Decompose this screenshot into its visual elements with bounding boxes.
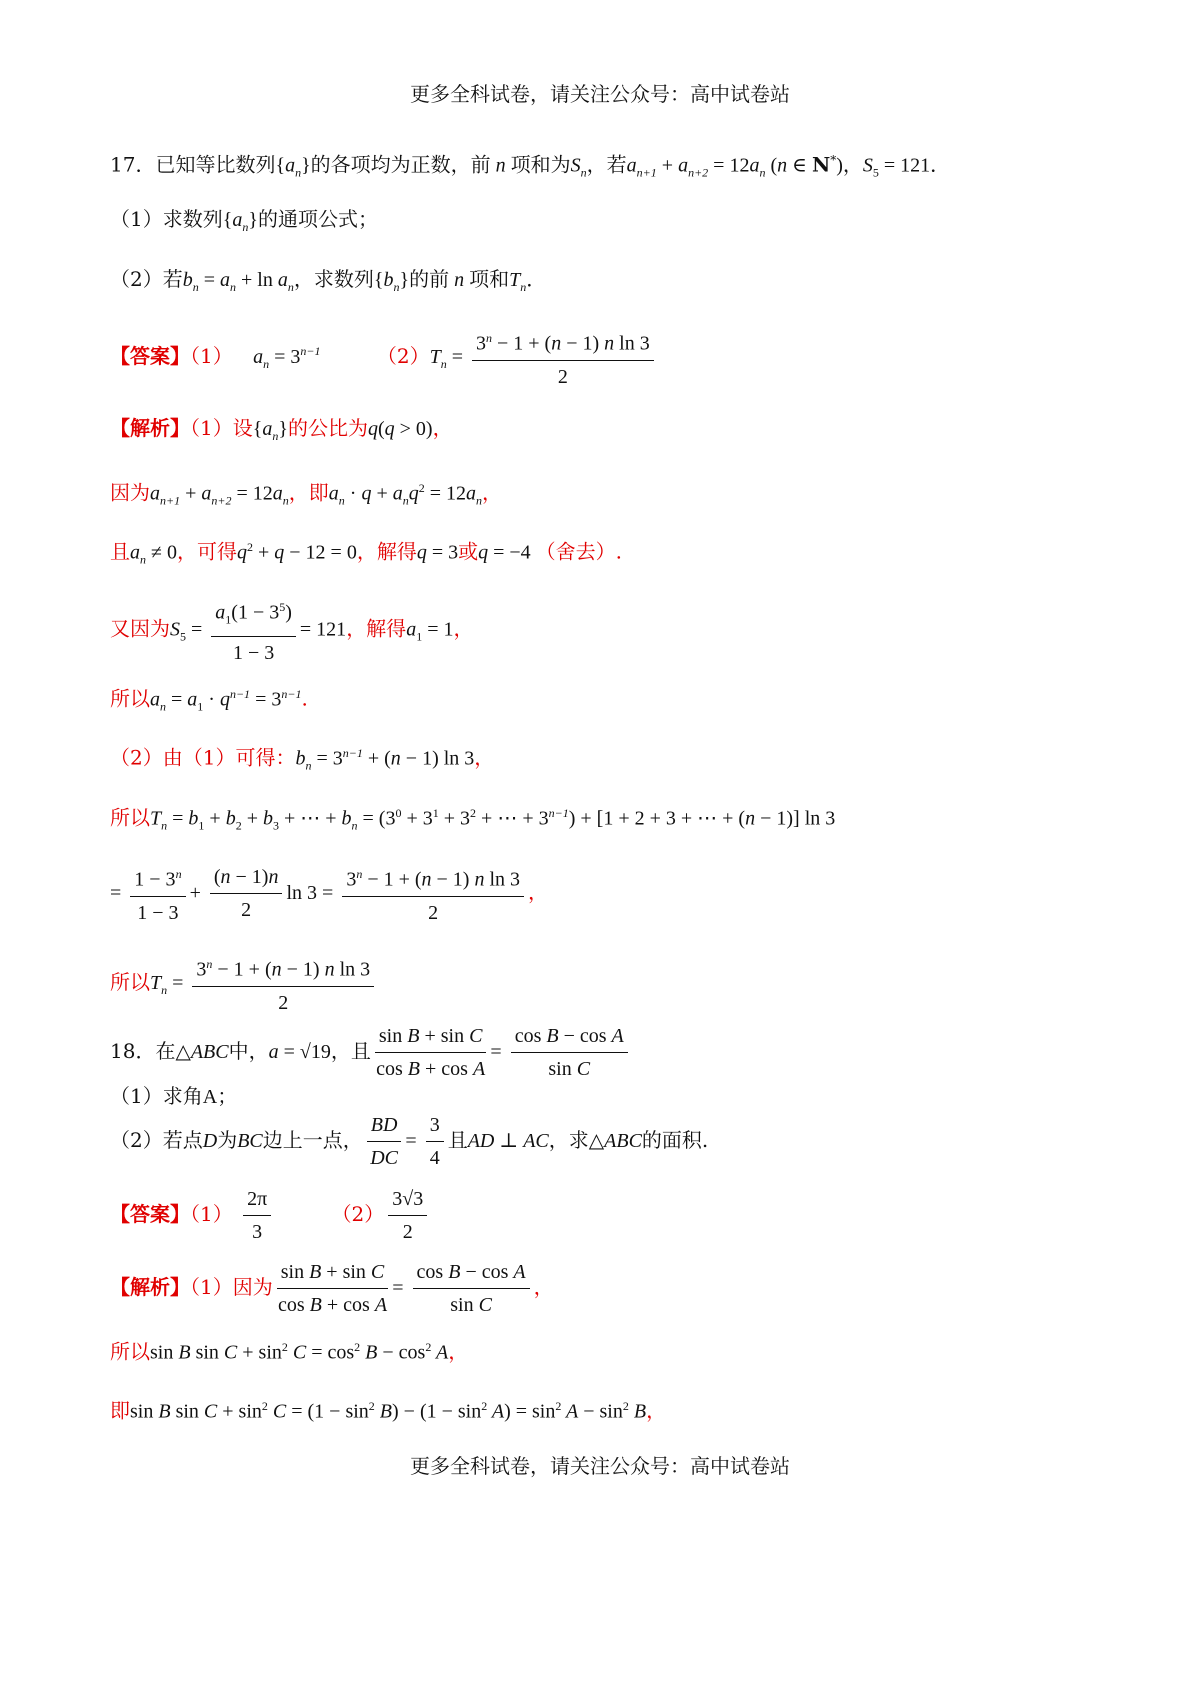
q18-part2: （2）若点D为BC边上一点， $\frac{BD}{DC}$ = $\frac{3}{4}$ 且AD ⊥ AC，求△ABC的面积.	[110, 1111, 708, 1172]
q18-part1: （1）求角A；	[110, 1084, 238, 1108]
page-header: 更多全科试卷，请关注公众号：高中试卷站	[410, 82, 790, 106]
q17-analysis-4: 又因为$S_5$ = $\frac{a_1(1 - 3^5)}{1 - 3}$ = 121，解得$a_1 = 1$，	[110, 593, 473, 667]
q17-part2: （2）若$b_n = a_n + \ln a_n$，求数列$\{b_n\}$的前 n 项和$T_n$．	[110, 267, 547, 294]
q17-analysis-7: 所以$T_n = b_1 + b_2 + b_3$ + ⋯ + $b_n = (3^0 + 3^1 + 3^2$ + ⋯ + $3^{n-1}) + [1 + 2 + 3$ + ⋯ + (n − 1)] ln 3	[110, 805, 836, 833]
q18-stem: 18．在△ABC中，a = √19，且 $\frac{\text{sin B + sin C}}{\text{cos B + cos A}}$ = $\frac{\text{cos B − cos A}}{\text{sin C}}$	[110, 1022, 632, 1083]
q17-analysis-6: （2）由（1）可得：$b_n = 3^{n-1} + (n - 1)$ ln 3，	[110, 745, 495, 773]
q18-analysis-2: 所以sin B $\sin C + \sin^2 C = \cos^2 B - \cos^2 A$，	[110, 1339, 469, 1364]
q17-analysis-5: 所以$a_n = a_1 \cdot q^{n-1} = 3^{n-1}$.	[110, 686, 308, 714]
page-footer: 更多全科试卷，请关注公众号：高中试卷站	[410, 1454, 790, 1478]
q17-analysis-2: 因为$a_{n+1} + a_{n+2} = 12a_n$，即$a_n \cdot q + a_nq^2 = 12a_n$，	[110, 480, 503, 508]
q18-analysis-3: 即sin B $\sin C + \sin^2 C = (1 - \sin^2 B) - (1 - \sin^2 A) = \sin^2 A - \sin^2 B$，	[110, 1398, 667, 1423]
q17-analysis-1: 【解析】（1）设$\{a_n\}$的公比为q(q > 0)，	[110, 416, 453, 443]
q18-analysis-1: 【解析】（1）因为 $\frac{\text{sin B + sin C}}{\text{cos B + cos A}}$ = $\frac{\text{cos B − cos A}}{\text{sin C}}$ ，	[110, 1258, 554, 1319]
q17-analysis-8: = $\frac{1 - 3^n}{1 - 3}$ + $\frac{(n - 1)n}{2}$ ln 3 = $\frac{3^n - 1 + (n - 1) n \ln 3}{2}$ ，	[110, 860, 548, 927]
q18-answer: 【答案】（1） $\frac{2\pi}{3}$ （2） $\frac{3√3}{2}$	[110, 1185, 431, 1246]
q17-analysis-9: 所以$T_n$ = $\frac{3^n - 1 + (n - 1) n \ln 3}{2}$	[110, 950, 378, 1017]
q17-answer: 【答案】（1） $a_n = 3^{n-1}$ $(2)T_n$ = $\frac{3^n - 1 + (n - 1) n \ln 3}{2}$	[110, 324, 658, 391]
q17-analysis-3: 且$a_n \ne 0$，可得$q^2 + q - 12 = 0$，解得q = 3或q = −4 （舍去）.	[110, 539, 623, 567]
q17-stem: 17．已知等比数列$\{a_n\}$的各项均为正数，前 n 项和为$S_n$，若$a_{n+1} + a_{n+2} = 12a_n$ (n ∈ N*)，$S_5 = 121$．	[110, 152, 951, 180]
q17-part1: （1）求数列$\{a_n\}$的通项公式；	[110, 207, 378, 234]
